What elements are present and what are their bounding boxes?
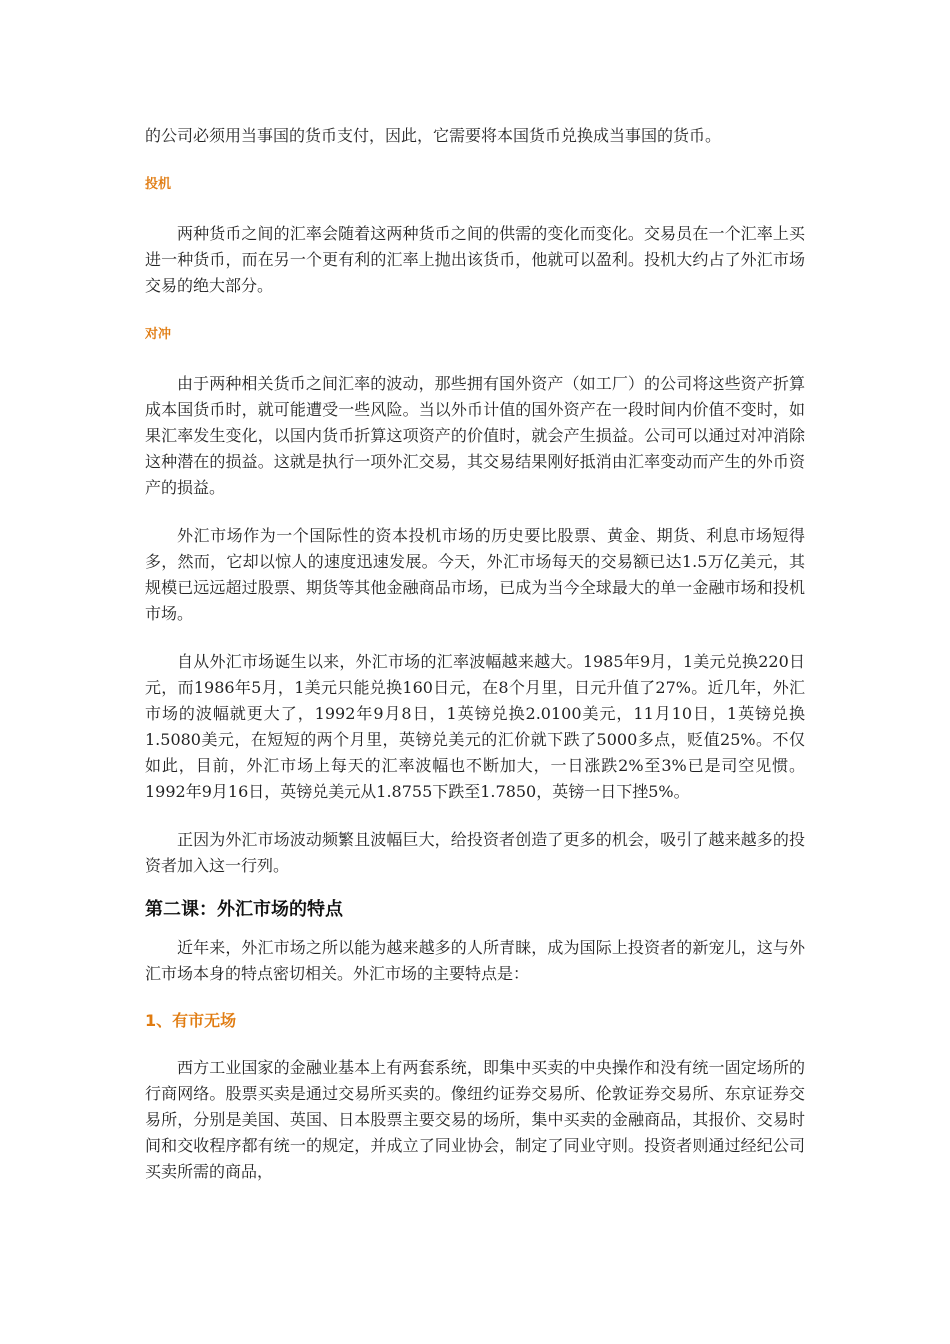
- point1-paragraph: 西方工业国家的金融业基本上有两套系统，即集中买卖的中央操作和没有统一固定场所的行商网络。股票买卖是通过交易所买卖的。像纽约证券交易所、伦敦证券交易所、东京证券交易所，分别是美国、英国、日本股票主要交易的场所，集中买卖的金融商品，其报价、交易时间和交收程序都有统一的规定，并成立了同业协会，制定了同业守则。投资者则通过经纪公司买卖所需的商品，: [145, 1058, 805, 1181]
- speculation-paragraph: 两种货币之间的汇率会随着这两种货币之间的供需的变化而变化。交易员在一个汇率上买进一种货币，而在另一个更有利的汇率上抛出该货币，他就可以盈利。投机大约占了外汇市场交易的绝大部分。: [145, 224, 805, 295]
- section-heading-hedging: 对冲: [145, 327, 172, 342]
- market-history-paragraph: 外汇市场作为一个国际性的资本投机市场的历史要比股票、黄金、期货、利息市场短得多，然而，它却以惊人的速度迅速发展。今天，外汇市场每天的交易额已达1.5万亿美元，其规模已远远超过股票、期货等其他金融商品市场，已成为当今全球最大的单一金融市场和投机市场。: [145, 526, 805, 623]
- document-page: [145, 123, 805, 1185]
- section-heading-speculation: 投机: [145, 177, 172, 192]
- intro-paragraph: 的公司必须用当事国的货币支付，因此，它需要将本国货币兑换成当事国的货币。: [145, 126, 722, 145]
- volatility-paragraph: 自从外汇市场诞生以来，外汇市场的汇率波幅越来越大。1985年9月，1美元兑换220日元，而1986年5月，1美元只能兑换160日元，在8个月里，日元升值了27%。近几年，外汇市场的波幅就更大了，1992年9月8日，1英镑兑换2.0100美元，11月10日，1英镑兑换1.5080美元，在短短的两个月里，英镑兑美元的汇价就下跌了5000多点，贬值25%。不仅如此，目前，外汇市场上每天的汇率波幅也不断加大，一日涨跌2%至3%已是司空见惯。1992年9月16日，英镑兑美元从1.8755下跌至1.7850，英镑一日下挫5%。: [145, 652, 805, 801]
- opportunity-paragraph: 正因为外汇市场波动频繁且波幅巨大，给投资者创造了更多的机会，吸引了越来越多的投资者加入这一行列。: [145, 830, 805, 875]
- lesson2-title: 第二课：外汇市场的特点: [145, 899, 343, 920]
- lesson2-intro-paragraph: 近年来，外汇市场之所以能为越来越多的人所青睐，成为国际上投资者的新宠儿，这与外汇市场本身的特点密切相关。外汇市场的主要特点是：: [145, 938, 805, 983]
- hedging-paragraph: 由于两种相关货币之间汇率的波动，那些拥有国外资产（如工厂）的公司将这些资产折算成本国货币时，就可能遭受一些风险。当以外币计值的国外资产在一段时间内价值不变时，如果汇率发生变化，以国内货币折算这项资产的价值时，就会产生损益。公司可以通过对冲消除这种潜在的损益。这就是执行一项外汇交易，其交易结果刚好抵消由汇率变动而产生的外币资产的损益。: [145, 374, 805, 497]
- point1-heading: 1、有市无场: [145, 1011, 237, 1030]
